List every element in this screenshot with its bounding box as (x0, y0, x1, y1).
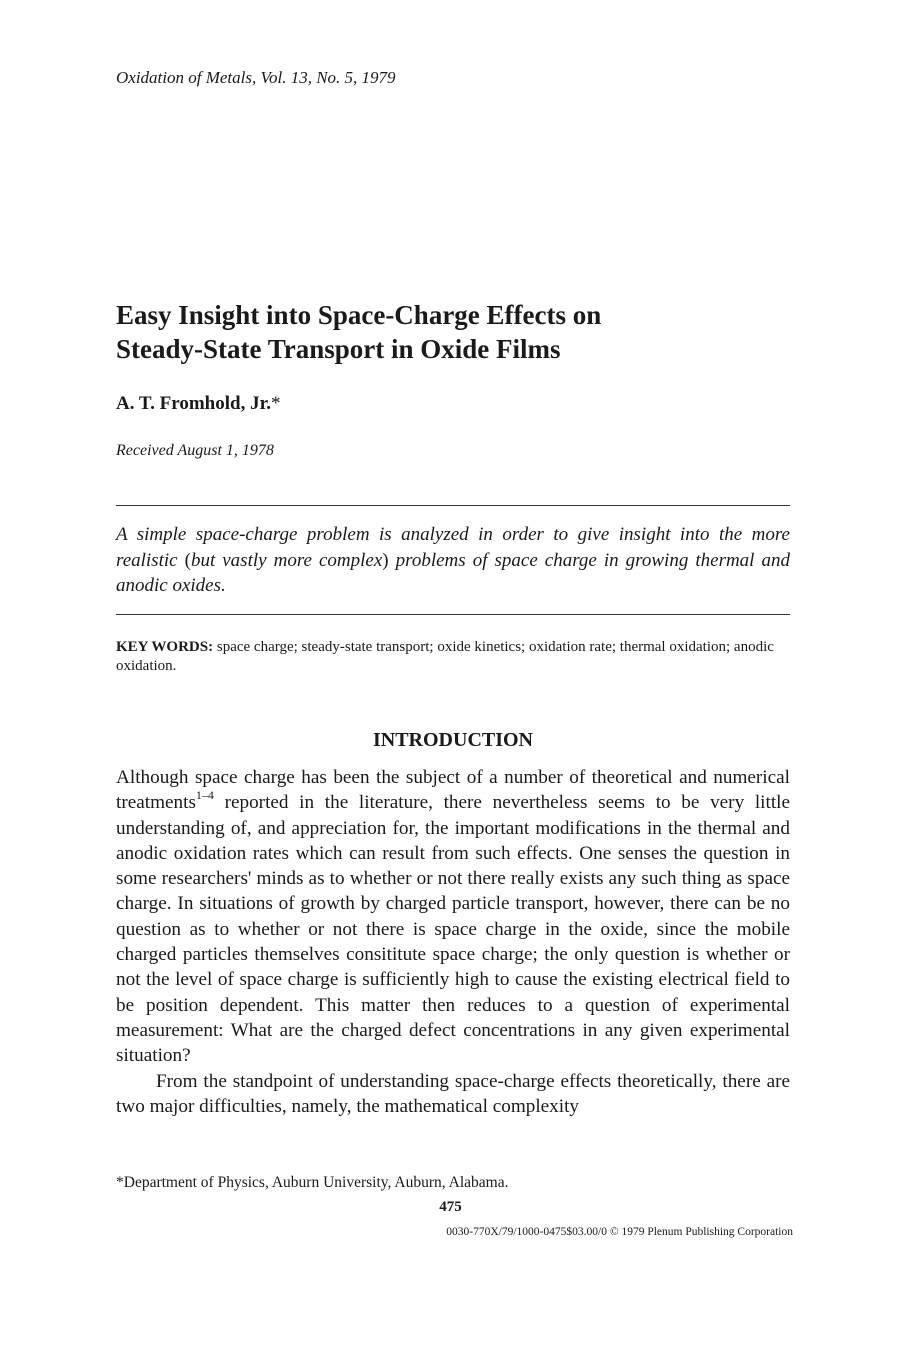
paper-title (116, 298, 796, 366)
title-line-1: Easy Insight into Space-Charge Effects on (116, 300, 602, 330)
title-line-2: Steady-State Transport in Oxide Films (116, 334, 561, 364)
page-number: 475 (439, 1199, 462, 1215)
abstract-bottom-rule (116, 614, 790, 615)
paragraph-1 (116, 765, 790, 1069)
journal-citation: Oxidation of Metals, Vol. 13, No. 5, 1979 (116, 68, 396, 87)
abstract-part-3: problems of space charge in growing thermal and anodic oxides. (116, 549, 790, 596)
abstract-paren-close: ) (382, 549, 389, 571)
key-words (116, 638, 790, 676)
author-affiliation-footnote: *Department of Physics, Auburn University, Auburn, Alabama. (116, 1174, 509, 1191)
abstract-top-rule (116, 505, 790, 506)
abstract (116, 522, 790, 599)
reference-citation: 1–4 (195, 787, 214, 802)
author-name: A. T. Fromhold, Jr. (116, 393, 272, 414)
received-date: Received August 1, 1978 (116, 442, 274, 459)
author-line (116, 393, 281, 415)
section-heading-introduction: INTRODUCTION (372, 729, 534, 751)
author-footnote-mark: * (271, 393, 281, 414)
paragraph-1-start: Although space charge has been the subject of a number of theoretical and numerical treatments (116, 767, 790, 814)
abstract-part-1: A simple space-charge problem is analyzed in order to give insight into the more realistic (116, 524, 790, 571)
abstract-part-2: but vastly more complex (190, 549, 383, 571)
paragraph-2: From the standpoint of understanding space-charge effects theoretically, there are two major difficulties, namely, the mathematical complexity (116, 1070, 790, 1117)
abstract-paren-open: ( (184, 549, 191, 571)
key-words-label: KEY WORDS: (116, 639, 214, 655)
key-words-text: space charge; steady-state transport; oxide kinetics; oxidation rate; thermal oxidation; anodic oxidation. (116, 639, 774, 674)
copyright-line: 0030-770X/79/1000-0475$03.00/0 © 1979 Plenum Publishing Corporation (446, 1226, 793, 1238)
paragraph-1-rest: reported in the literature, there nevertheless seems to be very little understanding of, and appreciation for, the important modifications in the thermal and anodic oxidation rates which can result from such effects. One senses the question in some researchers' minds as to whether or not there really exists any such thing as space charge. In situations of growth by charged particle transport, however, there can be no question as to whether or not there is space charge in the oxide, since the mobile charged particles themselves consititute space charge; the only question is whether or not the level of space charge is sufficiently high to cause the existing electrical field to be position dependent. This matter then reduces to a question of experimental measurement: What are the charged defect concentrations in any given experimental situation? (116, 792, 790, 1067)
body-text (116, 765, 790, 1119)
